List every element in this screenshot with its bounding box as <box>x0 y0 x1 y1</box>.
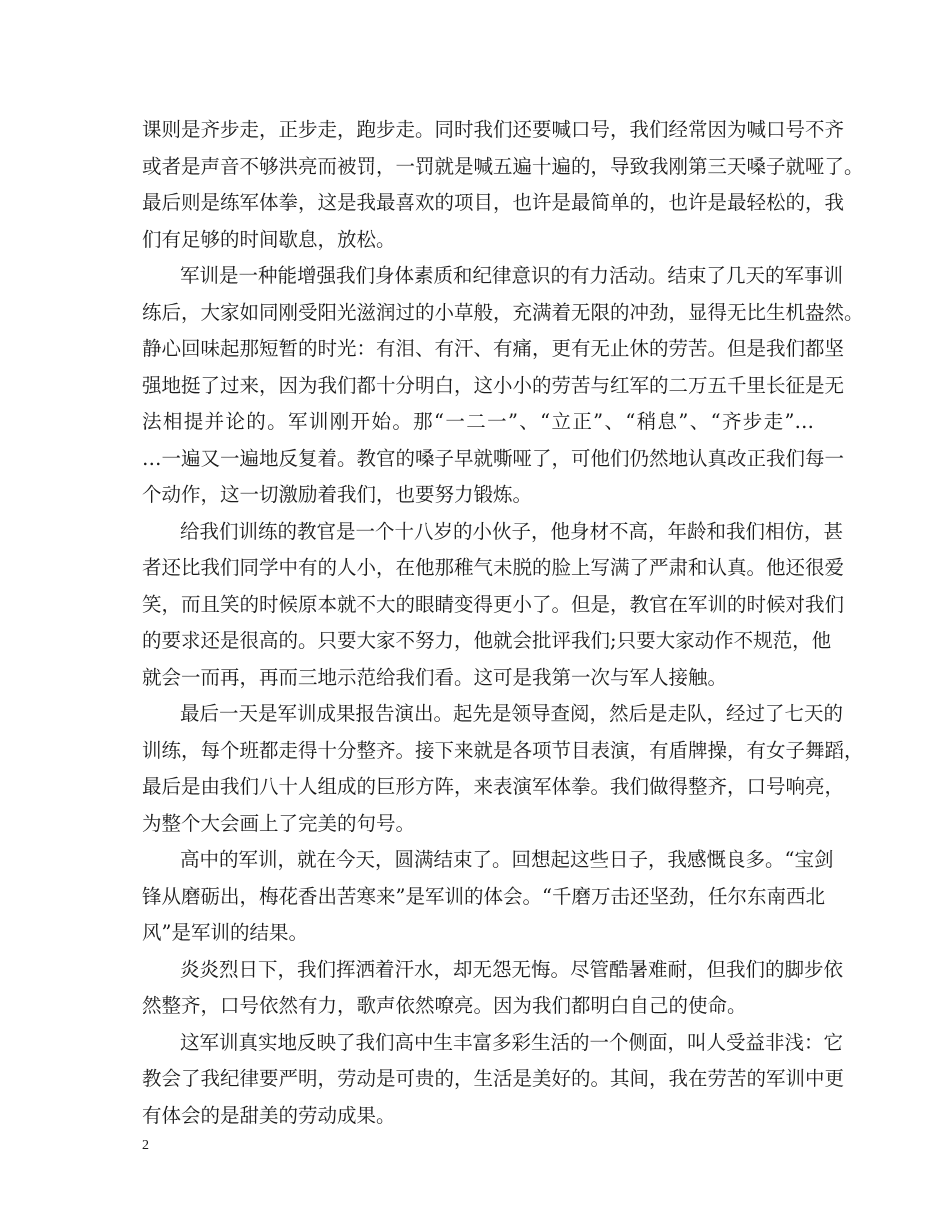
text-line: 风”是军训的结果。 <box>142 921 308 944</box>
text-line: 最后一天是军训成果报告演出。起先是领导查阅，然后是走队，经过了七天的 <box>180 702 844 725</box>
text-line: 静心回味起那短暂的时光：有泪、有汗、有痛，更有无止休的劳苦。但是我们都坚 <box>142 337 845 360</box>
body-text <box>142 112 864 1134</box>
text-line: 训练，每个班都走得十分整齐。接下来就是各项节目表演，有盾牌操，有女子舞蹈， <box>142 738 864 762</box>
page-number: 2 <box>142 1138 149 1153</box>
text-line: 们有足够的时间歇息，放松。 <box>142 227 396 251</box>
text-line: 给我们训练的教官是一个十八岁的小伙子，他身材不高，年龄和我们相仿，甚 <box>180 519 844 543</box>
text-line: 者还比我们同学中有的人小，在他那稚气未脱的脸上写满了严肃和认真。他还很爱 <box>142 556 845 579</box>
text-line: 就会一而再，再而三地示范给我们看。这可是我第一次与军人接触。 <box>142 665 728 689</box>
text-line: 炎炎烈日下，我们挥洒着汗水，却无怨无悔。尽管酷暑难耐，但我们的脚步依 <box>180 957 844 981</box>
text-line: 课则是齐步走，正步走，跑步走。同时我们还要喊口号，我们经常因为喊口号不齐 <box>142 118 845 141</box>
text-line: 最后是由我们八十人组成的巨形方阵，来表演军体拳。我们做得整齐，口号响亮， <box>142 775 845 798</box>
text-line: 有体会的是甜美的劳动成果。 <box>142 1103 396 1127</box>
text-line: 教会了我纪律要严明，劳动是可贵的，生活是美好的。其间，我在劳苦的军训中更 <box>142 1067 845 1090</box>
text-line: …一遍又一遍地反复着。教官的嗓子早就嘶哑了，可他们仍然地认真改正我们每一 <box>142 446 845 470</box>
text-line: 然整齐，口号依然有力，歌声依然嘹亮。因为我们都明白自己的使命。 <box>142 994 747 1017</box>
text-line: 为整个大会画上了完美的句号。 <box>142 811 416 835</box>
text-line: 这军训真实地反映了我们高中生丰富多彩生活的一个侧面，叫人受益非浅：它 <box>180 1030 844 1054</box>
text-line: 的要求还是很高的。只要大家不努力，他就会批评我们;只要大家动作不规范，他 <box>142 629 832 652</box>
text-line: 强地挺了过来，因为我们都十分明白，这小小的劳苦与红军的二万五千里长征是无 <box>142 373 845 397</box>
text-line: 法相提并论的。军训刚开始。那“一二一”、“立正”、“稍息”、“齐步走”… <box>142 410 814 433</box>
text-line: 军训是一种能增强我们身体素质和纪律意识的有力活动。结束了几天的军事训 <box>180 264 844 287</box>
text-line: 最后则是练军体拳，这是我最喜欢的项目，也许是最简单的，也许是最轻松的，我 <box>142 191 845 214</box>
text-line: 锋从磨砺出，梅花香出苦寒来”是军训的体会。“千磨万击还坚劲，任尔东南西北 <box>142 884 825 908</box>
text-line: 或者是声音不够洪亮而被罚，一罚就是喊五遍十遍的，导致我刚第三天嗓子就哑了。 <box>142 154 864 178</box>
text-line: 笑，而且笑的时候原本就不大的眼睛变得更小了。但是，教官在军训的时候对我们 <box>142 592 845 616</box>
text-line: 练后，大家如同刚受阳光滋润过的小草般，充满着无限的冲劲，显得无比生机盎然。 <box>142 300 864 324</box>
text-line: 个动作，这一切激励着我们，也要努力锻炼。 <box>142 483 533 506</box>
text-line: 高中的军训，就在今天，圆满结束了。回想起这些日子，我感慨良多。“宝剑 <box>180 848 834 871</box>
